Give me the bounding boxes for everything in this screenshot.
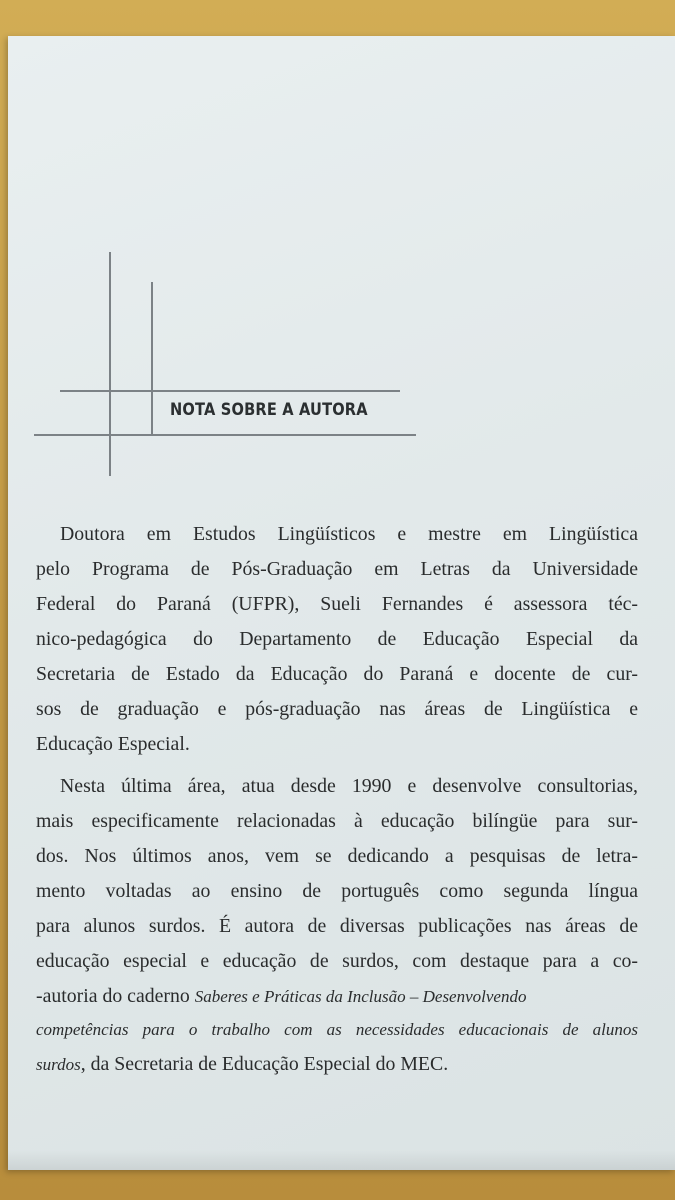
text-line: Nesta última área, atua desde 1990 e desenvolve consultorias, [60, 775, 638, 797]
decorative-horizontal-rule [34, 434, 416, 436]
section-heading: NOTA SOBRE A AUTORA [170, 400, 368, 420]
decorative-vertical-rule [109, 252, 111, 476]
text-line: para alunos surdos. É autora de diversas publicações nas áreas de [36, 915, 638, 937]
text-line [36, 1053, 638, 1076]
text-line: Doutora em Estudos Lingüísticos e mestre em Lingüística [60, 523, 638, 545]
italic-text-line: competências para o trabalho com as necessidades educacionais de alunos [36, 1020, 638, 1039]
text-line: Federal do Paraná (UFPR), Sueli Fernandes é assessora téc- [36, 593, 638, 615]
text-line: mento voltadas ao ensino de português como segunda língua [36, 880, 638, 902]
text-line: educação especial e educação de surdos, com destaque para a co- [36, 950, 638, 972]
text-line: dos. Nos últimos anos, vem se dedicando a pesquisas de letra- [36, 845, 638, 867]
decorative-vertical-rule [151, 282, 153, 434]
text-segment: , da Secretaria de Educação Especial do MEC. [80, 1053, 449, 1075]
text-line: mais especificamente relacionadas à educação bilíngüe para sur- [36, 810, 638, 832]
text-line: nico-pedagógica do Departamento de Educação Especial da [36, 628, 638, 650]
italic-title-segment: Saberes e Práticas da Inclusão – Desenvolvendo [194, 987, 527, 1006]
text-line: sos de graduação e pós-graduação nas áreas de Lingüística e [36, 698, 638, 720]
page-bottom-shadow [8, 1150, 675, 1170]
text-segment: -autoria do caderno [36, 985, 195, 1007]
text-line: Educação Especial. [36, 733, 190, 755]
text-line: pelo Programa de Pós-Graduação em Letras da Universidade [36, 558, 638, 580]
italic-title-segment: surdos [36, 1055, 81, 1074]
text-line: Secretaria de Estado da Educação do Paraná e docente de cur- [36, 663, 638, 685]
text-line [36, 985, 638, 1008]
decorative-horizontal-rule [60, 390, 400, 392]
